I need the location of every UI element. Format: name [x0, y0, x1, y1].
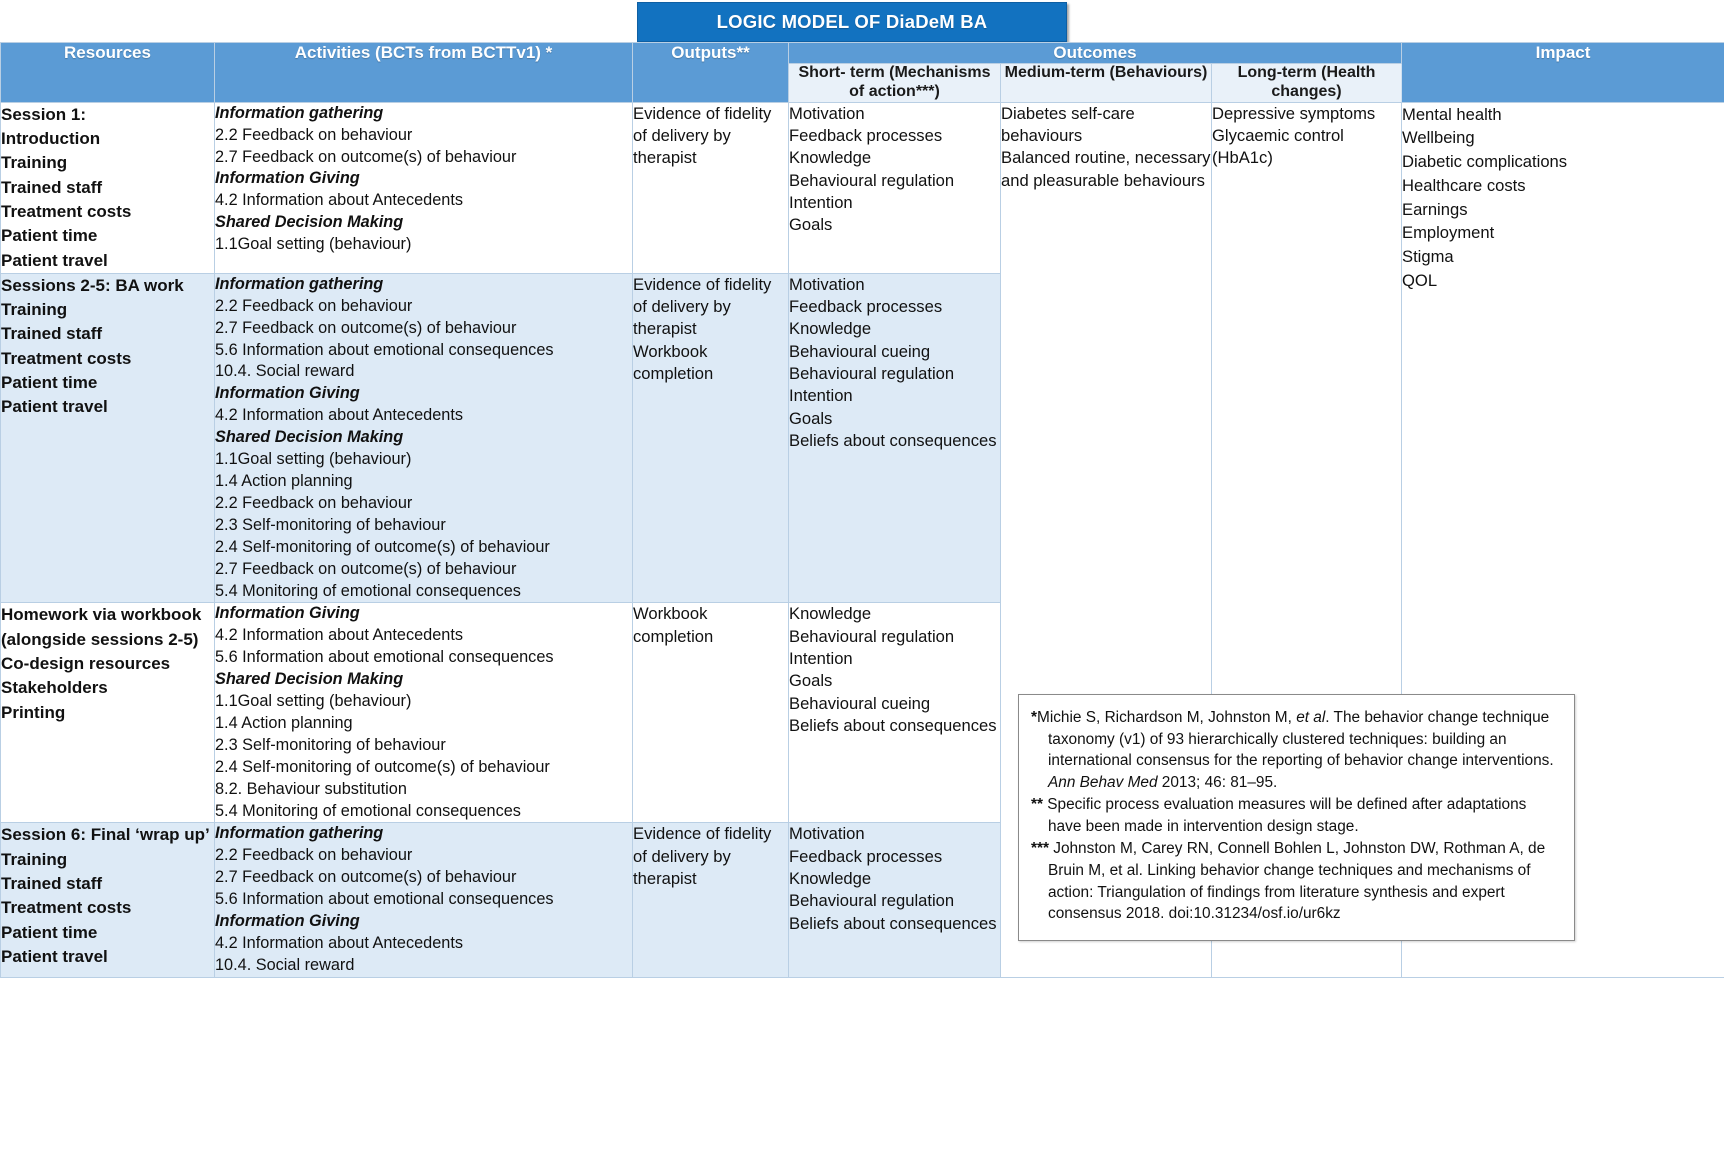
output-item: Evidence of fidelity of delivery by therapist	[633, 103, 772, 168]
short-term-item: Motivation	[789, 103, 865, 123]
activity-bct-item: 2.7 Feedback on outcome(s) of behaviour	[215, 318, 517, 337]
impact-item: Diabetic complications	[1402, 152, 1568, 172]
activity-bct-item: 2.7 Feedback on outcome(s) of behaviour	[215, 559, 517, 578]
short-term-item: Behavioural cueing	[789, 693, 931, 713]
resource-item: Session 6: Final ‘wrap up’	[1, 825, 210, 845]
short-term-item: Knowledge	[789, 148, 872, 168]
table-header-row-1	[1, 43, 1724, 64]
cell-outputs	[633, 603, 789, 823]
col-header-impact: Impact	[1402, 43, 1724, 103]
activity-group-label: Shared Decision Making	[215, 428, 404, 447]
output-item: Workbook completion	[633, 604, 714, 646]
short-term-item: Intention	[789, 193, 853, 212]
activity-bct-item: 2.2 Feedback on behaviour	[215, 846, 413, 865]
short-term-item: Behavioural cueing	[789, 341, 931, 361]
footnotes-box	[1018, 694, 1575, 941]
activity-bct-item: 1.1Goal setting (behaviour)	[215, 450, 412, 469]
cell-short-term	[789, 823, 1001, 977]
activity-bct-item: 5.6 Information about emotional consequences	[215, 340, 554, 359]
resource-item: Trained staff	[1, 177, 103, 197]
activity-bct-item: 1.4 Action planning	[215, 471, 353, 490]
resource-item: Training	[1, 153, 68, 173]
activity-bct-item: 10.4. Social reward	[215, 362, 355, 381]
resource-item: Training	[1, 300, 68, 320]
col-header-resources: Resources	[1, 43, 215, 103]
figure-title-banner	[637, 2, 1067, 42]
resource-item: Patient travel	[1, 397, 108, 417]
short-term-item: Beliefs about consequences	[789, 913, 997, 933]
table-row	[1, 102, 1724, 273]
activity-bct-item: 5.6 Information about emotional consequences	[215, 890, 554, 909]
resource-item: Training	[1, 849, 68, 869]
footnote-marker: **	[1031, 796, 1043, 814]
short-term-item: Goals	[789, 215, 833, 235]
cell-resources	[1, 823, 215, 977]
short-term-item: Motivation	[789, 824, 865, 844]
cell-resources	[1, 102, 215, 273]
short-term-item: Beliefs about consequences	[789, 715, 997, 735]
output-item: Evidence of fidelity of delivery by therapist	[633, 274, 772, 339]
activity-bct-item: 4.2 Information about Antecedents	[215, 406, 464, 425]
cell-short-term	[789, 273, 1001, 603]
activity-bct-item: 1.1Goal setting (behaviour)	[215, 692, 412, 711]
activity-bct-item: 2.2 Feedback on behaviour	[215, 493, 413, 512]
impact-item: Employment	[1402, 223, 1495, 243]
activity-bct-item: 4.2 Information about Antecedents	[215, 626, 464, 645]
footnote-item: *** Johnston M, Carey RN, Connell Bohlen L, Johnston DW, Rothman A, de Bruin M, et al. Linking behavior change techniques and mechanisms of action: Triangulation of findings from literature synthesis and expert consensus 2018. doi:10.31234/osf.io/ur6kz	[1031, 840, 1546, 923]
activity-bct-item: 2.4 Self-monitoring of outcome(s) of behaviour	[215, 537, 550, 556]
activity-bct-item: 2.3 Self-monitoring of behaviour	[215, 515, 446, 534]
footnote-item: *Michie S, Richardson M, Johnston M, et al. The behavior change technique taxonomy (v1) of 93 hierarchically clustered techniques: building an international consensus for the reporting of behavior change interventions. Ann Behav Med 2013; 46: 81–95.	[1031, 709, 1554, 791]
impact-item: QOL	[1402, 270, 1438, 290]
resource-item: Patient time	[1, 373, 98, 393]
long-term-item: Glycaemic control (HbA1c)	[1212, 126, 1344, 168]
cell-activities	[215, 102, 633, 273]
output-item: Workbook completion	[633, 341, 714, 384]
impact-item: Earnings	[1402, 199, 1468, 219]
activity-bct-item: 2.3 Self-monitoring of behaviour	[215, 735, 446, 754]
short-term-item: Feedback processes	[789, 846, 943, 866]
cell-activities	[215, 603, 633, 823]
resource-item: Co-design resources	[1, 654, 171, 674]
activity-group-label: Shared Decision Making	[215, 670, 404, 689]
activity-bct-item: 5.6 Information about emotional consequences	[215, 648, 554, 667]
short-term-item: Intention	[789, 649, 853, 669]
activity-bct-item: 5.4 Monitoring of emotional consequences	[215, 801, 521, 820]
resource-item: Treatment costs	[1, 348, 132, 368]
cell-activities	[215, 273, 633, 603]
resource-item: Printing	[1, 702, 66, 722]
activity-bct-item: 8.2. Behaviour substitution	[215, 779, 407, 798]
activity-group-label: Information gathering	[215, 103, 384, 122]
impact-item: Mental health	[1402, 104, 1502, 124]
activity-bct-item: 2.7 Feedback on outcome(s) of behaviour	[215, 147, 517, 166]
resource-item: Sessions 2-5: BA work	[1, 275, 184, 295]
col-subheader-short-term: Short- term (Mechanisms of action***)	[789, 64, 1001, 103]
short-term-item: Knowledge	[789, 869, 872, 889]
short-term-item: Beliefs about consequences	[789, 431, 997, 451]
footnote-item: ** Specific process evaluation measures will be defined after adaptations have been made in intervention design stage.	[1031, 796, 1527, 835]
activity-group-label: Information Giving	[215, 604, 360, 623]
resource-item: Treatment costs	[1, 898, 132, 918]
cell-outputs	[633, 102, 789, 273]
long-term-item: Depressive symptoms	[1212, 103, 1376, 123]
activity-group-label: Information Giving	[215, 912, 360, 931]
resource-item: Patient travel	[1, 250, 108, 270]
resource-item: Trained staff	[1, 874, 103, 894]
short-term-item: Knowledge	[789, 319, 872, 339]
cell-outputs	[633, 823, 789, 977]
activity-bct-item: 1.1Goal setting (behaviour)	[215, 235, 412, 254]
col-subheader-medium-term: Medium-term (Behaviours)	[1001, 64, 1212, 103]
cell-short-term	[789, 102, 1001, 273]
activity-group-label: Shared Decision Making	[215, 213, 404, 232]
col-header-outcomes: Outcomes	[789, 43, 1402, 64]
resource-item: Patient time	[1, 226, 98, 246]
medium-term-item: Balanced routine, necessary and pleasurable behaviours	[1001, 148, 1211, 190]
impact-item: Stigma	[1402, 247, 1454, 267]
activity-bct-item: 10.4. Social reward	[215, 955, 355, 974]
activity-bct-item: 2.7 Feedback on outcome(s) of behaviour	[215, 868, 517, 887]
short-term-item: Knowledge	[789, 604, 872, 624]
resource-item: Stakeholders	[1, 678, 108, 698]
resource-item: Patient travel	[1, 946, 108, 966]
activity-bct-item: 4.2 Information about Antecedents	[215, 191, 464, 210]
resource-item: Session 1:	[1, 104, 87, 124]
cell-short-term	[789, 603, 1001, 823]
short-term-item: Behavioural regulation	[789, 364, 955, 384]
footnote-marker: ***	[1031, 840, 1049, 858]
activity-bct-item: 2.2 Feedback on behaviour	[215, 296, 413, 315]
resource-item: Introduction	[1, 129, 101, 149]
activity-bct-item: 2.4 Self-monitoring of outcome(s) of behaviour	[215, 757, 550, 776]
activity-bct-item: 5.4 Monitoring of emotional consequences	[215, 581, 521, 600]
activity-bct-item: 4.2 Information about Antecedents	[215, 934, 464, 953]
resource-item: Homework via workbook (alongside sessions 2-5)	[1, 605, 202, 649]
cell-activities	[215, 823, 633, 977]
activity-bct-item: 2.2 Feedback on behaviour	[215, 125, 413, 144]
col-subheader-long-term: Long-term (Health changes)	[1212, 64, 1402, 103]
resource-item: Treatment costs	[1, 201, 132, 221]
footnote-marker: *	[1031, 709, 1037, 726]
short-term-item: Behavioural regulation	[789, 891, 955, 911]
resource-item: Trained staff	[1, 324, 103, 344]
impact-item: Healthcare costs	[1402, 175, 1526, 195]
medium-term-item: Diabetes self-care behaviours	[1001, 103, 1135, 146]
col-header-activities: Activities (BCTs from BCTTv1) *	[215, 43, 633, 103]
cell-resources	[1, 603, 215, 823]
activity-group-label: Information Giving	[215, 169, 360, 188]
impact-item: Wellbeing	[1402, 128, 1475, 148]
short-term-item: Behavioural regulation	[789, 170, 955, 190]
output-item: Evidence of fidelity of delivery by therapist	[633, 824, 772, 889]
short-term-item: Intention	[789, 386, 853, 406]
short-term-item: Goals	[789, 408, 833, 428]
cell-outputs	[633, 273, 789, 603]
short-term-item: Behavioural regulation	[789, 626, 955, 646]
figure-title: LOGIC MODEL OF DiaDeM BA	[716, 11, 988, 32]
short-term-item: Goals	[789, 671, 833, 691]
activity-group-label: Information Giving	[215, 384, 360, 403]
activity-bct-item: 1.4 Action planning	[215, 713, 353, 732]
short-term-item: Feedback processes	[789, 126, 943, 146]
resource-item: Patient time	[1, 922, 98, 942]
activity-group-label: Information gathering	[215, 274, 384, 293]
cell-resources	[1, 273, 215, 603]
short-term-item: Feedback processes	[789, 297, 943, 317]
col-header-outputs: Outputs**	[633, 43, 789, 103]
short-term-item: Motivation	[789, 274, 865, 294]
activity-group-label: Information gathering	[215, 824, 384, 843]
